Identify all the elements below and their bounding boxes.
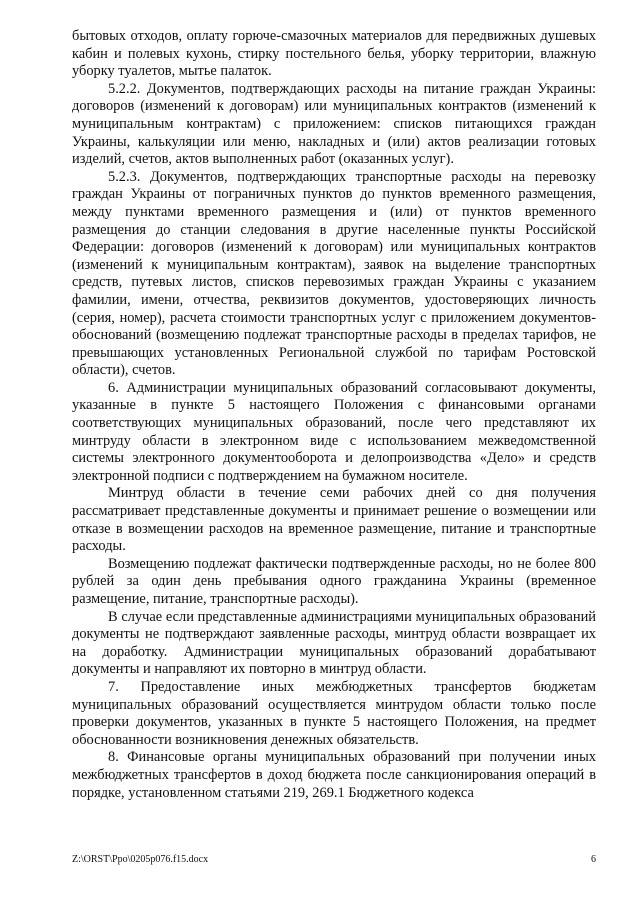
paragraph-return-for-revision: В случае если представленные администрациями муниципальных образований документы не подтверждают заявленные расходы, минтруд области возвращает их на доработку. Администрации муниципальных образований дорабатывают документы и направляют их повторно в минтруд области. (72, 608, 596, 678)
paragraph-review-term: Минтруд области в течение семи рабочих дней со дня получения рассматривает представленные документы и принимает решение о возмещении или отказе в возмещении расходов на временное размещение, питание и транспортные расходы. (72, 485, 596, 555)
paragraph-7: 7. Предоставление иных межбюджетных трансфертов бюджетам муниципальных образований осуществляется минтрудом области только после проверки документов, указанных в пункте 5 настоящего Положения, на предмет обоснованности возникновения денежных обязательств. (72, 678, 596, 748)
paragraph-6: 6. Администрации муниципальных образований согласовывают документы, указанные в пункте 5 настоящего Положения с финансовыми органами соответствующих муниципальных образований, после чего представляют их минтруду области в электронном виде с использованием межведомственной системы электронного документооборота и делопроизводства «Дело» и средств электронной подписи с подтверждением на бумажном носителе. (72, 379, 596, 484)
paragraph-compensation-limit: Возмещению подлежат фактически подтвержденные расходы, но не более 800 рублей за один день пребывания одного гражданина Украины (временное размещение, питание, транспортные расходы). (72, 555, 596, 607)
paragraph-8: 8. Финансовые органы муниципальных образований при получении иных межбюджетных трансфертов в доход бюджета после санкционирования операций в порядке, установленном статьями 219, 269.1 Бюджетного кодекса (72, 749, 596, 801)
file-path: Z:\ORST\Ppo\0205p076.f15.docx (72, 854, 209, 865)
paragraph-5-2-2: 5.2.2. Документов, подтверждающих расходы на питание граждан Украины: договоров (изменений к договорам) или муниципальных контрактов (изменений к муниципальным контрактам) с приложением: списков питающихся граждан Украины, калькуляции или меню, накладных и (или) актов реализации готовых изделий, счетов, актов выполненных работ (оказанных услуг). (72, 80, 596, 168)
paragraph-continuation: бытовых отходов, оплату горюче-смазочных материалов для передвижных душевых кабин и полевых кухонь, стирку постельного белья, уборку территории, влажную уборку туалетов, мытье палаток. (72, 28, 596, 80)
page-number: 6 (591, 854, 596, 865)
page-footer (72, 854, 596, 865)
document-body (72, 28, 596, 802)
paragraph-5-2-3: 5.2.3. Документов, подтверждающих транспортные расходы на перевозку граждан Украины от пограничных пунктов до пунктов временного размещения, между пунктами временного размещения и (или) от пунктов временного размещения до станции следования в другие населенные пункты Российской Федерации: договоров (изменений к договорам) или муниципальных контрактов (изменений к муниципальным контрактам), заявок на выделение транспортных средств, путевых листов, списков перевозимых граждан Украины с указанием фамилии, имени, отчества, реквизитов документов, удостоверяющих личность (серия, номер), расчета стоимости транспортных услуг с приложением документов-обоснований (возмещению подлежат транспортные расходы в пределах тарифов, не превышающих установленных Региональной службой по тарифам Ростовской области), счетов. (72, 168, 596, 379)
